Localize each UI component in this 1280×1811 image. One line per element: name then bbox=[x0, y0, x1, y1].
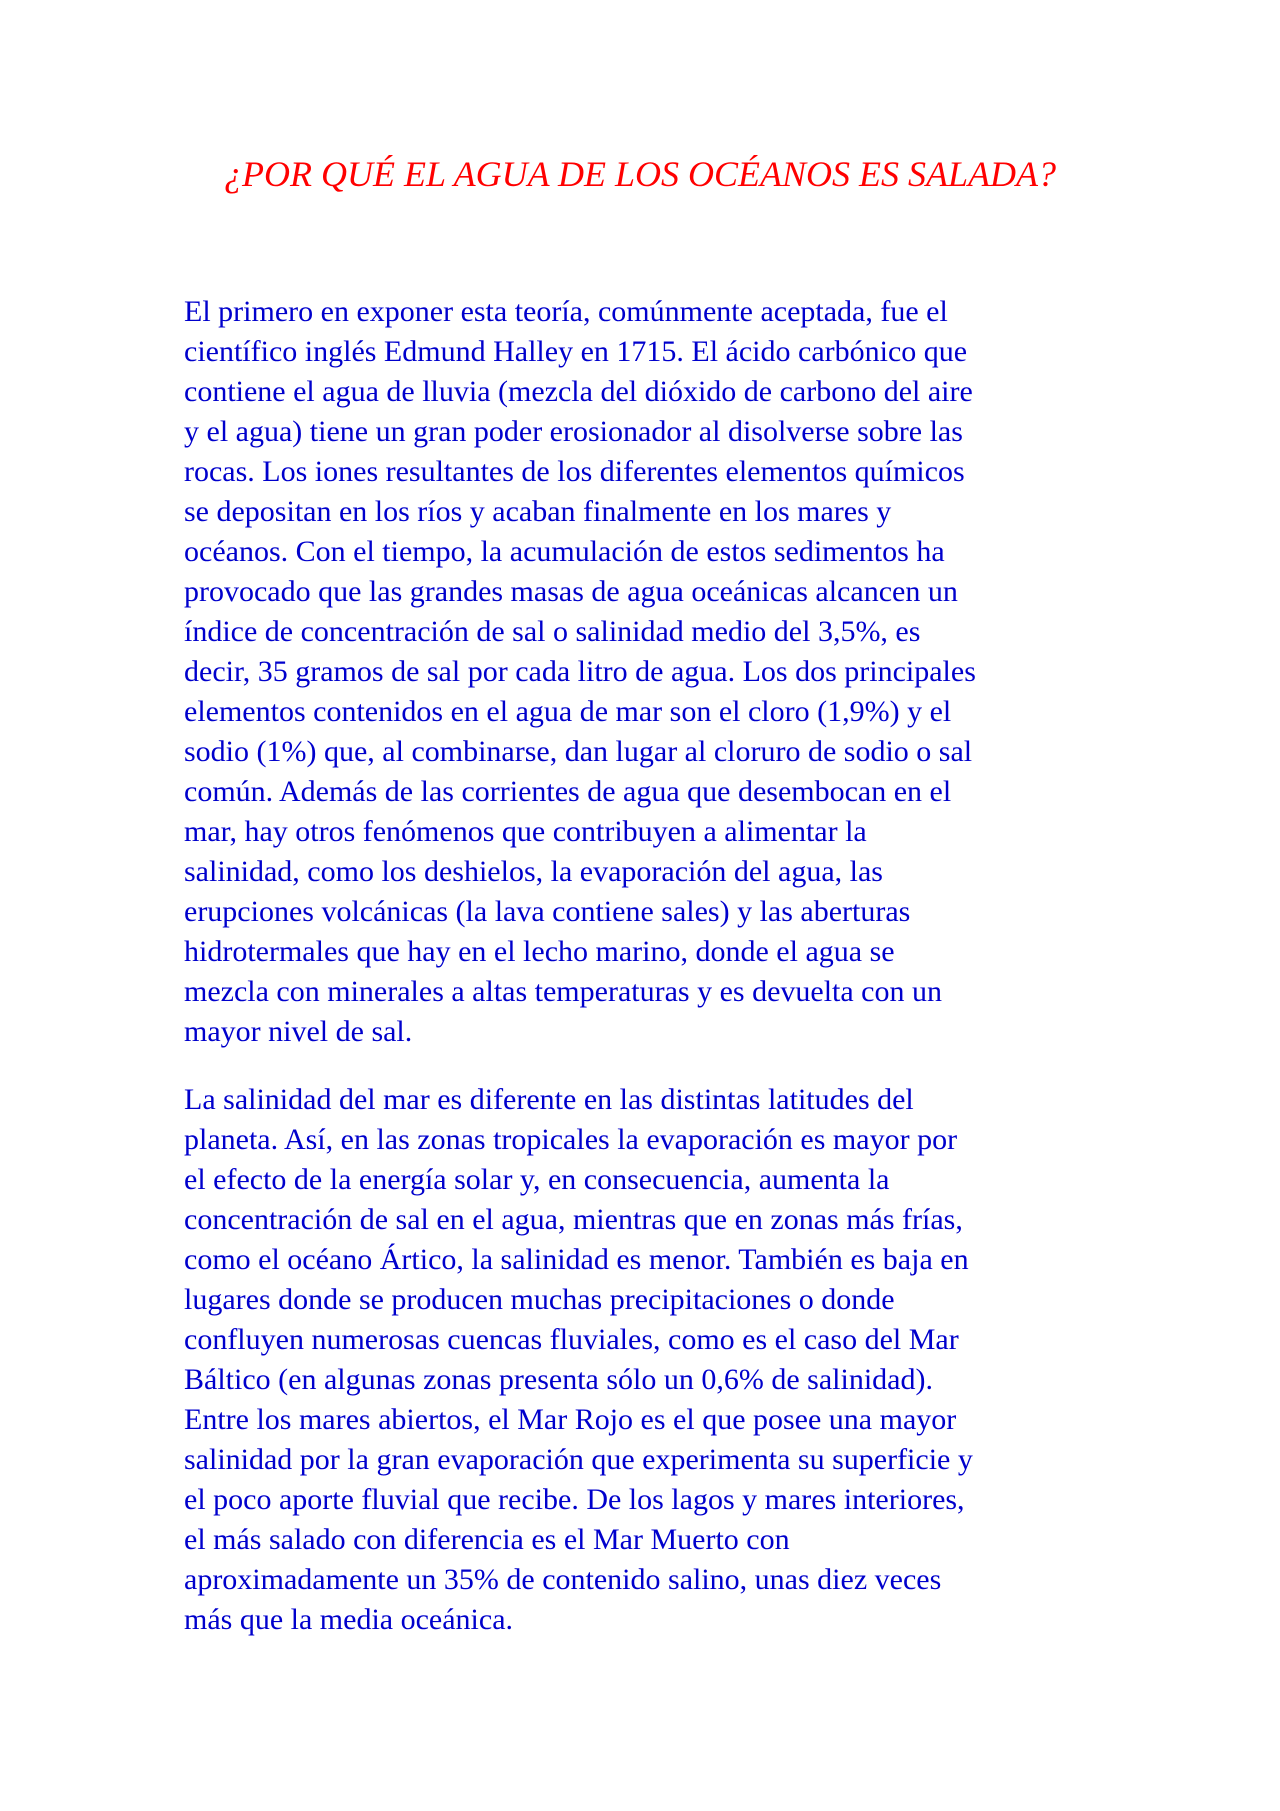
paragraph-line: decir, 35 gramos de sal por cada litro de agua. Los dos principales bbox=[184, 655, 976, 688]
paragraph-line: rocas. Los iones resultantes de los diferentes elementos químicos bbox=[184, 455, 965, 488]
paragraph-line: elementos contenidos en el agua de mar son el cloro (1,9%) y el bbox=[184, 695, 952, 728]
paragraph-line: más que la media oceánica. bbox=[184, 1603, 514, 1636]
paragraph-line: mayor nivel de sal. bbox=[184, 1015, 413, 1048]
paragraph-line: mezcla con minerales a altas temperaturas y es devuelta con un bbox=[184, 975, 942, 1008]
paragraph-line: el efecto de la energía solar y, en consecuencia, aumenta la bbox=[184, 1163, 890, 1196]
paragraph-line: lugares donde se producen muchas precipitaciones o donde bbox=[184, 1283, 895, 1316]
paragraph-line: Báltico (en algunas zonas presenta sólo un 0,6% de salinidad). bbox=[184, 1363, 933, 1396]
paragraph-line: erupciones volcánicas (la lava contiene sales) y las aberturas bbox=[184, 895, 911, 928]
paragraph-line: salinidad por la gran evaporación que experimenta su superficie y bbox=[184, 1443, 973, 1476]
paragraph-line: el poco aporte fluvial que recibe. De los lagos y mares interiores, bbox=[184, 1483, 965, 1516]
document-body bbox=[184, 292, 1104, 1640]
paragraph-line: aproximadamente un 35% de contenido salino, unas diez veces bbox=[184, 1563, 942, 1596]
paragraph-line: índice de concentración de sal o salinidad medio del 3,5%, es bbox=[184, 615, 921, 648]
paragraph-line: científico inglés Edmund Halley en 1715. El ácido carbónico que bbox=[184, 335, 968, 368]
paragraph-line: El primero en exponer esta teoría, comúnmente aceptada, fue el bbox=[184, 295, 948, 328]
paragraph-line: planeta. Así, en las zonas tropicales la evaporación es mayor por bbox=[184, 1123, 958, 1156]
paragraph-line: confluyen numerosas cuencas fluviales, como es el caso del Mar bbox=[184, 1323, 959, 1356]
paragraph-line: mar, hay otros fenómenos que contribuyen a alimentar la bbox=[184, 815, 867, 848]
paragraph-line: océanos. Con el tiempo, la acumulación de estos sedimentos ha bbox=[184, 535, 945, 568]
paragraph-line: La salinidad del mar es diferente en las distintas latitudes del bbox=[184, 1083, 914, 1116]
paragraph-line: y el agua) tiene un gran poder erosionador al disolverse sobre las bbox=[184, 415, 963, 448]
paragraph-line: salinidad, como los deshielos, la evaporación del agua, las bbox=[184, 855, 883, 888]
paragraph-line: hidrotermales que hay en el lecho marino, donde el agua se bbox=[184, 935, 895, 968]
paragraph-line: Entre los mares abiertos, el Mar Rojo es el que posee una mayor bbox=[184, 1403, 957, 1436]
paragraph-2 bbox=[184, 1080, 1104, 1640]
paragraph-line: provocado que las grandes masas de agua oceánicas alcancen un bbox=[184, 575, 958, 608]
paragraph-line: el más salado con diferencia es el Mar Muerto con bbox=[184, 1523, 790, 1556]
paragraph-line: concentración de sal en el agua, mientras que en zonas más frías, bbox=[184, 1203, 963, 1236]
paragraph-1 bbox=[184, 292, 1104, 1052]
paragraph-line: contiene el agua de lluvia (mezcla del dióxido de carbono del aire bbox=[184, 375, 973, 408]
paragraph-line: como el océano Ártico, la salinidad es menor. También es baja en bbox=[184, 1243, 969, 1276]
paragraph-line: se depositan en los ríos y acaban finalmente en los mares y bbox=[184, 495, 892, 528]
paragraph-line: común. Además de las corrientes de agua que desembocan en el bbox=[184, 775, 952, 808]
document-title: ¿POR QUÉ EL AGUA DE LOS OCÉANOS ES SALADA? bbox=[224, 154, 1056, 194]
paragraph-line: sodio (1%) que, al combinarse, dan lugar al cloruro de sodio o sal bbox=[184, 735, 973, 768]
